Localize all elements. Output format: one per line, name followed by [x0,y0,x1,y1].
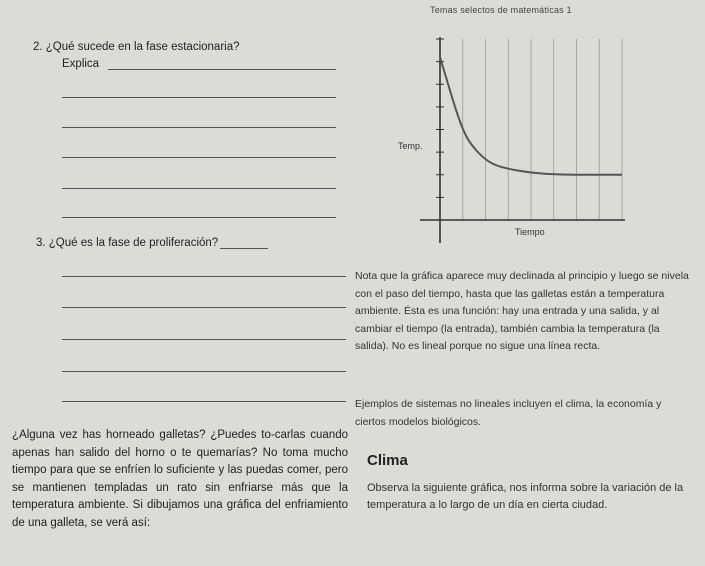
answer-line [62,157,336,158]
x-axis-label: Tiempo [515,227,545,237]
note-paragraph: Nota que la gráfica aparece muy declinada al principio y luego se nivela con el paso del tiempo, hasta que las galletas están a temperatura ambiente. Ésta es una función: hay una entrada y una salida, y al cambiar el tiempo (la entrada), también cambia la temperatura (la salida). No es lineal porque no sigue una línea recta. [355,270,689,352]
answer-line [62,217,336,218]
answer-line [62,307,346,308]
answer-line [62,188,336,189]
page-header: Temas selectos de matemáticas 1 [430,5,572,15]
y-axis-label: Temp. [398,141,423,151]
examples-paragraph: Ejemplos de sistemas no lineales incluyen el clima, la economía y ciertos modelos biológicos. [355,398,662,428]
answer-line [62,401,346,402]
clima-paragraph: Observa la siguiente gráfica, nos informa sobre la variación de la temperatura a lo largo de un día en cierta ciudad. [367,482,684,511]
answer-line [62,97,336,98]
answer-line [62,371,346,372]
intro-paragraph: ¿Alguna vez has horneado galletas? ¿Puedes to-carlas cuando apenas han salido del horno o te quemarías? No toma mucho tiempo para que se enfríen lo suficiente y las puedas comer, pero se mantienen templadas un rato sin enfriarse más que la temperatura ambiente. Si dibujamos una gráfica del enfriamiento de una galleta, se verá así: [12,429,348,529]
answer-line [62,127,336,128]
answer-line [62,276,346,277]
question-2: 2. ¿Qué sucede en la fase estacionaria? [33,41,240,53]
answer-line [62,339,346,340]
clima-heading: Clima [367,452,408,469]
answer-line [108,69,336,70]
explica-label: Explica [62,58,100,70]
question-3: 3. ¿Qué es la fase de proliferación? [36,237,268,249]
cooling-chart [390,25,650,250]
